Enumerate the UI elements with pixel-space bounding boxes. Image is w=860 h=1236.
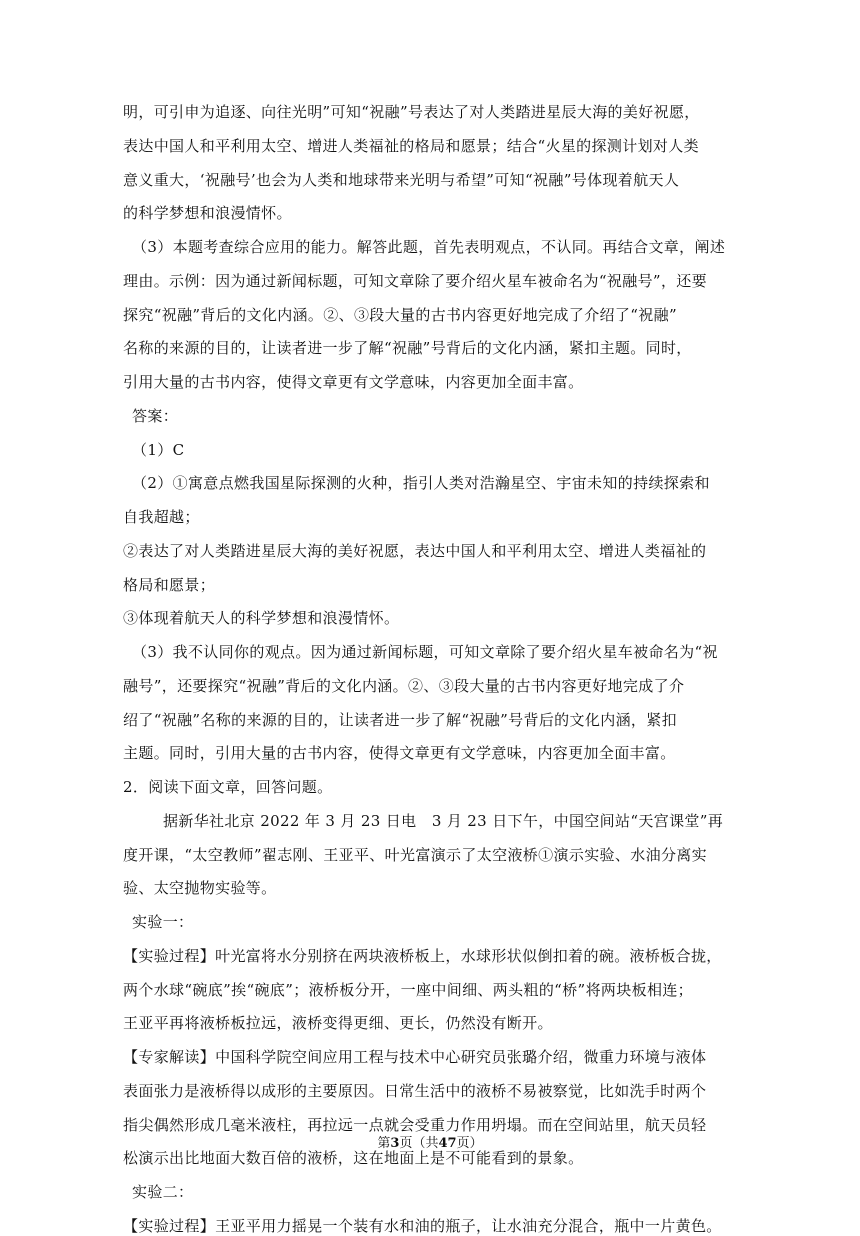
text-line: 引用大量的古书内容，使得文章更有文学意味，内容更加全面丰富。 xyxy=(123,373,584,391)
text-line: 探究“祝融”背后的文化内涵。②、③段大量的古书内容更好地完成了介绍了“祝融” xyxy=(123,305,677,324)
text-line: （1）C xyxy=(132,440,185,459)
text-line: 两个水球“碗底”挨“碗底”；液桥板分开，一座中间细、两头粗的“桥”将两块板相连； xyxy=(123,980,694,999)
text-line: ②表达了对人类踏进星辰大海的美好祝愿，表达中国人和平利用太空、增进人类福祉的 xyxy=(123,541,707,560)
page-footer xyxy=(0,1135,860,1153)
text-line: 指尖偶然形成几毫米液柱，再拉远一点就会受重力作用坍塌。而在空间站里，航天员轻 xyxy=(123,1115,707,1134)
footer-page-number: 3 xyxy=(390,1136,400,1151)
text-line: 【专家解读】中国科学院空间应用工程与技术中心研究员张璐介绍，微重力环境与液体 xyxy=(123,1048,707,1066)
text-line: 【实验过程】叶光富将水分别挤在两块液桥板上，水球形状似倒扣着的碗。液桥板合拢， xyxy=(123,946,722,965)
question-heading: 2．阅读下面文章，回答问题。 xyxy=(123,778,333,796)
text-line: 明，可引申为追逐、向往光明”可知“祝融”号表达了对人类踏进星辰大海的美好祝愿， xyxy=(123,103,700,121)
text-line: （2）①寓意点燃我国星际探测的火种，指引人类对浩瀚星空、宇宙未知的持续探索和 xyxy=(132,474,710,493)
text-line: 表面张力是液桥得以成形的主要原因。日常生活中的液桥不易被察觉，比如洗手时两个 xyxy=(123,1081,707,1100)
text-line: 自我超越； xyxy=(123,508,200,526)
footer-middle: 页（共 xyxy=(399,1136,439,1151)
text-line: （3）我不认同你的观点。因为通过新闻标题，可知文章除了要介绍火星车被命名为“祝 xyxy=(132,643,718,661)
text-line: 名称的来源的目的，让读者进一步了解“祝融”号背后的文化内涵，紧扣主题。同时， xyxy=(123,339,692,358)
section-heading: 实验二： xyxy=(132,1183,194,1201)
text-line: 王亚平再将液桥板拉远，液桥变得更细、更长，仍然没有断开。 xyxy=(123,1014,553,1033)
text-line: 表达中国人和平利用太空、增进人类福祉的格局和愿景；结合“火星的探测计划对人类 xyxy=(123,136,699,155)
footer-suffix: 页） xyxy=(456,1136,483,1151)
text-line: 意义重大，‘祝融号’也会为人类和地球带来光明与希望”可知“祝融”号体现着航天人 xyxy=(123,170,680,189)
text-line: （3）本题考查综合应用的能力。解答此题，首先表明观点，不认同。再结合文章，阐述 xyxy=(132,238,726,256)
text-line: 【实验过程】王亚平用力摇晃一个装有水和油的瓶子，让水油充分混合，瓶中一片黄色。 xyxy=(123,1216,722,1235)
text-line: 格局和愿景； xyxy=(123,575,216,594)
text-line: 据新华社北京 2022 年 3 月 23 日电 3 月 23 日下午，中国空间站“天宫课堂”再 xyxy=(163,811,724,830)
answer-heading: 答案： xyxy=(132,406,179,425)
text-line: 融号”，还要探究“祝融”背后的文化内涵。②、③段大量的古书内容更好地完成了介 xyxy=(123,676,685,695)
text-line: 松演示出比地面大数百倍的液桥，这在地面上是不可能看到的景象。 xyxy=(123,1149,584,1168)
text-line: 理由。示例：因为通过新闻标题，可知文章除了要介绍火星车被命名为“祝融号”，还要 xyxy=(123,271,707,290)
text-line: 的科学梦想和浪漫情怀。 xyxy=(123,204,292,223)
text-line: 验、太空抛物实验等。 xyxy=(123,879,277,898)
text-line: 度开课，“太空教师”翟志刚、王亚平、叶光富演示了太空液桥①演示实验、水油分离实 xyxy=(123,845,707,864)
footer-total-pages: 47 xyxy=(438,1136,457,1151)
text-line: ③体现着航天人的科学梦想和浪漫情怀。 xyxy=(123,609,400,628)
footer-prefix: 第 xyxy=(377,1136,391,1151)
text-line: 绍了“祝融”名称的来源的目的，让读者进一步了解“祝融”号背后的文化内涵，紧扣 xyxy=(123,710,677,729)
section-heading: 实验一： xyxy=(132,913,194,931)
text-line: 主题。同时，引用大量的古书内容，使得文章更有文学意味，内容更加全面丰富。 xyxy=(123,744,676,763)
